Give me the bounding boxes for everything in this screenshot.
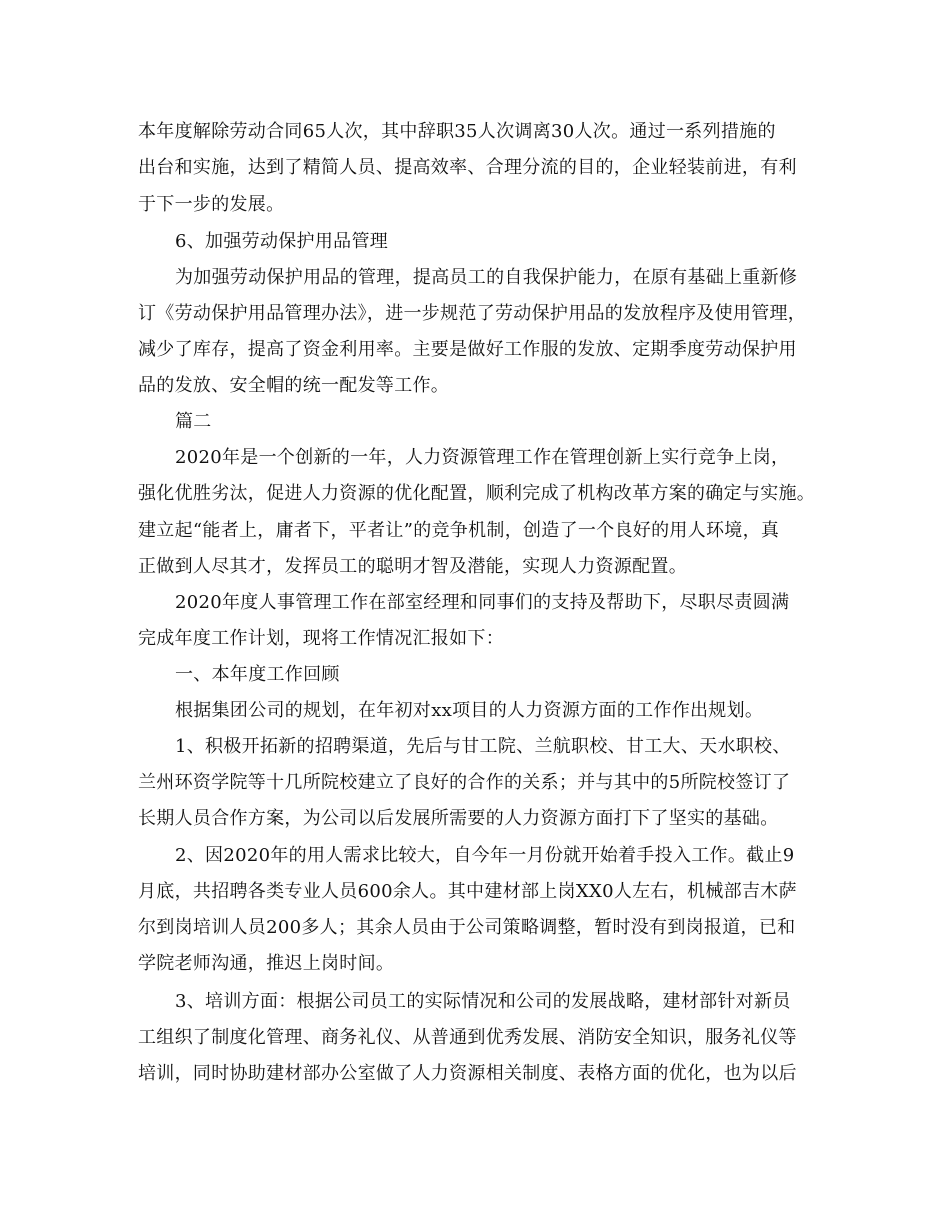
text-line: 2020年度人事管理工作在部室经理和同事们的支持及帮助下，尽职尽责圆满 <box>175 592 790 613</box>
text-line: 月底，共招聘各类专业人员600余人。其中建材部上岗XX0人左右，机械部吉木萨 <box>138 881 797 902</box>
text-line: 建立起“能者上，庸者下，平者让”的竞争机制，创造了一个良好的用人环境，真 <box>138 520 780 541</box>
text-line: 3、培训方面：根据公司员工的实际情况和公司的发展战略，建材部针对新员 <box>175 991 791 1012</box>
text-line: 出台和实施，达到了精简人员、提高效率、合理分流的目的，企业轻装前进，有利 <box>138 157 797 178</box>
text-line: 本年度解除劳动合同65人次，其中辞职35人次调离30人次。通过一系列措施的 <box>138 121 776 142</box>
text-line: 根据集团公司的规划，在年初对xx项目的人力资源方面的工作作出规划。 <box>175 700 764 721</box>
text-line: 减少了库存，提高了资金利用率。主要是做好工作服的发放、定期季度劳动保护用 <box>138 339 797 360</box>
text-line: 2020年是一个创新的一年，人力资源管理工作在管理创新上实行竞争上岗， <box>175 447 790 468</box>
text-line: 培训，同时协助建材部办公室做了人力资源相关制度、表格方面的优化，也为以后 <box>138 1063 797 1084</box>
section-heading: 一、本年度工作回顾 <box>175 664 340 685</box>
text-line: 兰州环资学院等十几所院校建立了良好的合作的关系；并与其中的5所院校签订了 <box>138 772 791 793</box>
text-line: 工组织了制度化管理、商务礼仪、从普通到优秀发展、消防安全知识，服务礼仪等 <box>138 1027 797 1048</box>
section-heading: 6、加强劳动保护用品管理 <box>175 231 389 252</box>
text-line: 为加强劳动保护用品的管理，提高员工的自我保护能力，在原有基础上重新修 <box>175 267 798 288</box>
text-line: 2、因2020年的用人需求比较大，自今年一月份就开始着手投入工作。截止9 <box>175 845 795 866</box>
text-line: 尔到岗培训人员200多人；其余人员由于公司策略调整，暂时没有到岗报道，已和 <box>138 917 796 938</box>
text-line: 完成年度工作计划，现将工作情况汇报如下： <box>138 628 504 649</box>
text-line: 正做到人尽其才，发挥员工的聪明才智及潜能，实现人力资源配置。 <box>138 556 687 577</box>
text-line: 于下一步的发展。 <box>138 194 285 215</box>
text-line: 订《劳动保护用品管理办法》，进一步规范了劳动保护用品的发放程序及使用管理， <box>138 303 807 324</box>
section-heading: 篇二 <box>175 411 212 432</box>
text-line: 品的发放、安全帽的统一配发等工作。 <box>138 375 450 396</box>
text-line: 1、积极开拓新的招聘渠道，先后与甘工院、兰航职校、甘工大、天水职校、 <box>175 736 791 757</box>
text-line: 长期人员合作方案，为公司以后发展所需要的人力资源方面打下了坚实的基础。 <box>138 808 779 829</box>
text-line: 学院老师沟通，推迟上岗时间。 <box>138 953 395 974</box>
text-line: 强化优胜劣汰，促进人力资源的优化配置，顺利完成了机构改革方案的确定与实施。 <box>138 483 816 504</box>
